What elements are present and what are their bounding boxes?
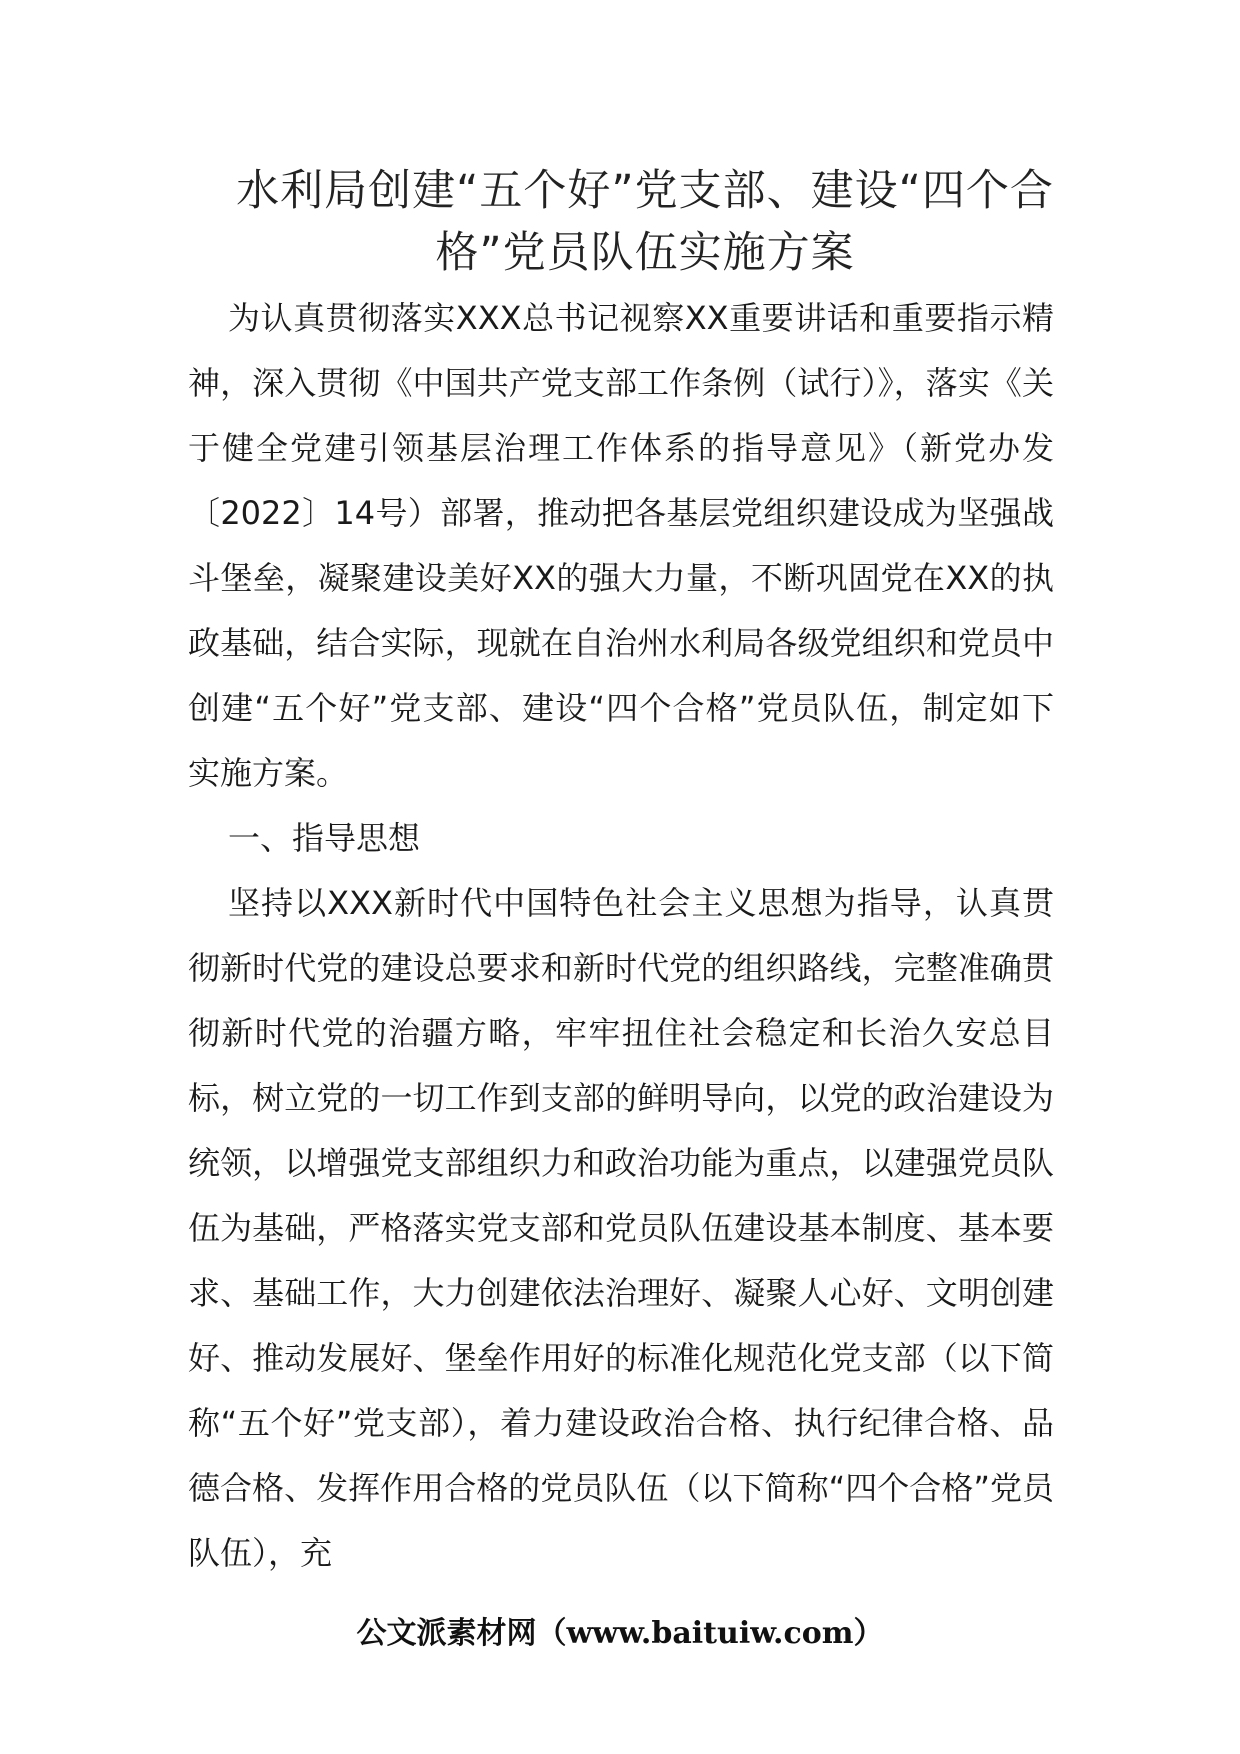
section-heading-guiding-thought: 一、指导思想 bbox=[228, 819, 421, 857]
footer-watermark: 公文派素材网（www.baituiw.com） bbox=[356, 1616, 884, 1651]
document-body bbox=[188, 286, 1054, 1586]
document-title: 水利局创建“五个好”党支部、建设“四个合格”党员队伍实施方案 bbox=[236, 166, 1054, 278]
intro-paragraph: 为认真贯彻落实XXX总书记视察XX重要讲话和重要指示精神，深入贯彻《中国共产党支部工作条例（试行）》，落实《关于健全党建引领基层治理工作体系的指导意见》（新党办发〔2022〕14号）部署，推动把各基层党组织建设成为坚强战斗堡垒，凝聚建设美好XX的强大力量，不断巩固党在XX的执政基础，结合实际，现就在自治州水利局各级党组织和党员中创建“五个好”党支部、建设“四个合格”党员队伍，制定如下实施方案。 bbox=[188, 299, 1054, 792]
guiding-thought-paragraph: 坚持以XXX新时代中国特色社会主义思想为指导，认真贯彻新时代党的建设总要求和新时代党的组织路线，完整准确贯彻新时代党的治疆方略，牢牢扭住社会稳定和长治久安总目标，树立党的一切工作到支部的鲜明导向，以党的政治建设为统领，以增强党支部组织力和政治功能为重点，以建强党员队伍为基础，严格落实党支部和党员队伍建设基本制度、基本要求、基础工作，大力创建依法治理好、凝聚人心好、文明创建好、推动发展好、堡垒作用好的标准化规范化党支部（以下简称“五个好”党支部），着力建设政治合格、执行纪律合格、品德合格、发挥作用合格的党员队伍（以下简称“四个合格”党员队伍），充 bbox=[188, 884, 1054, 1572]
